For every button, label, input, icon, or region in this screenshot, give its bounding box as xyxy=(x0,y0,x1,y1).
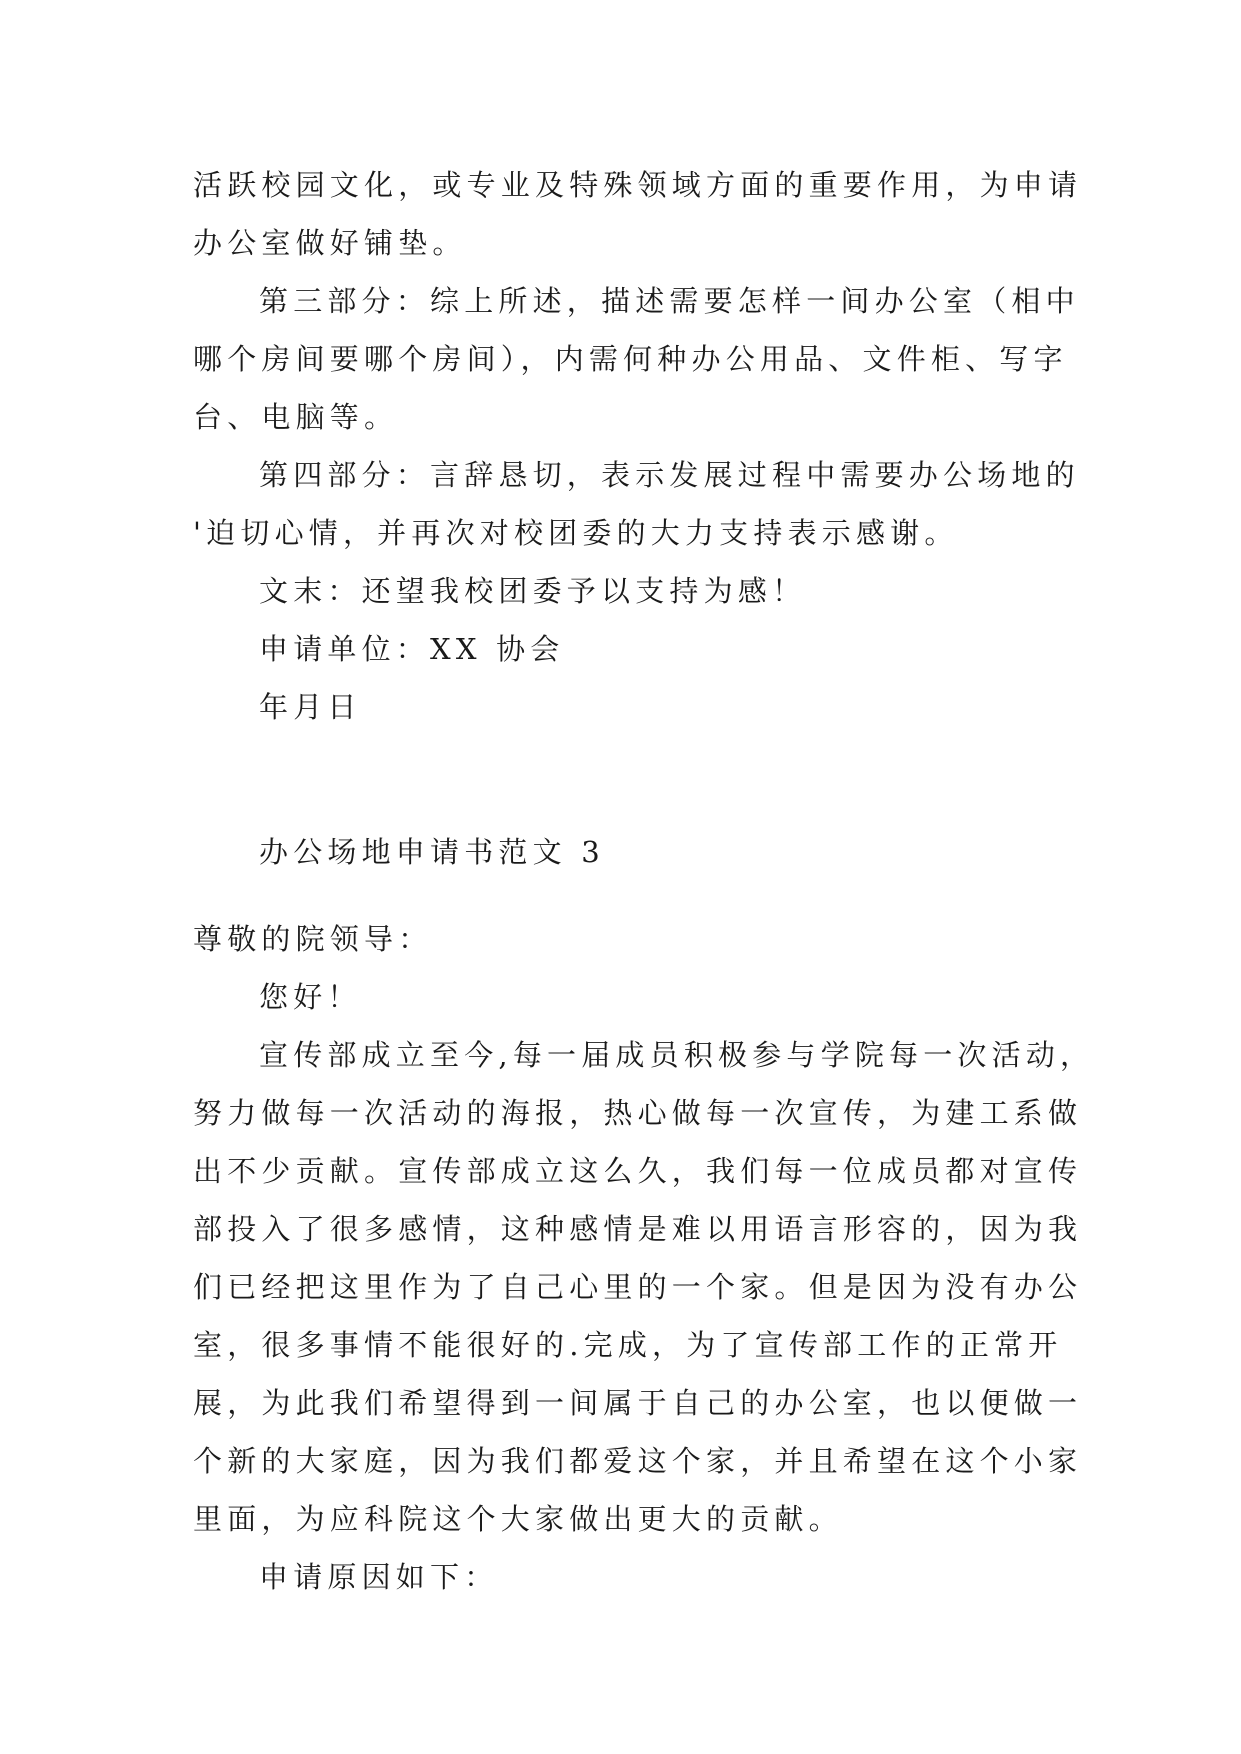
paragraph-line: 里面，为应科院这个大家做出更大的贡献。 xyxy=(193,1502,843,1536)
paragraph-line: 部投入了很多感情，这种感情是难以用语言形容的，因为我 xyxy=(193,1212,1083,1246)
paragraph-line: 哪个房间要哪个房间），内需何种办公用品、文件柜、写字 xyxy=(193,342,1068,376)
paragraph-line: 室，很多事情不能很好的.完成，为了宣传部工作的正常开 xyxy=(193,1328,1063,1362)
salutation: 尊敬的院领导： xyxy=(193,922,433,956)
date-line: 年月日 xyxy=(259,690,362,724)
paragraph-line: 第四部分：言辞恳切，表示发展过程中需要办公场地的 xyxy=(259,458,1080,492)
paragraph-line: 宣传部成立至今,每一届成员积极参与学院每一次活动， xyxy=(259,1038,1095,1072)
paragraph-line: 们已经把这里作为了自己心里的一个家。但是因为没有办公 xyxy=(193,1270,1083,1304)
paragraph-line: 努力做每一次活动的海报，热心做每一次宣传，为建工系做 xyxy=(193,1096,1083,1130)
paragraph-line: 办公室做好铺垫。 xyxy=(193,226,467,260)
paragraph-line: 展，为此我们希望得到一间属于自己的办公室，也以便做一 xyxy=(193,1386,1083,1420)
paragraph-line: '迫切心情，并再次对校团委的大力支持表示感谢。 xyxy=(193,516,959,550)
greeting: 您好！ xyxy=(259,980,362,1014)
paragraph-line: 台、电脑等。 xyxy=(193,400,399,434)
paragraph-line: 个新的大家庭，因为我们都爱这个家，并且希望在这个小家 xyxy=(193,1444,1083,1478)
closing-line: 文末：还望我校团委予以支持为感！ xyxy=(259,574,807,608)
paragraph-line: 申请原因如下： xyxy=(259,1560,499,1594)
paragraph-line: 出不少贡献。宣传部成立这么久，我们每一位成员都对宣传 xyxy=(193,1154,1083,1188)
paragraph-line: 活跃校园文化，或专业及特殊领域方面的重要作用，为申请 xyxy=(193,168,1083,202)
paragraph-line: 第三部分：综上所述，描述需要怎样一间办公室（相中 xyxy=(259,284,1080,318)
document-body xyxy=(193,156,1095,1606)
section-spacer xyxy=(193,736,1055,794)
applicant-line: 申请单位：XX 协会 xyxy=(259,632,565,666)
section-heading: 办公场地申请书范文 3 xyxy=(259,835,605,869)
